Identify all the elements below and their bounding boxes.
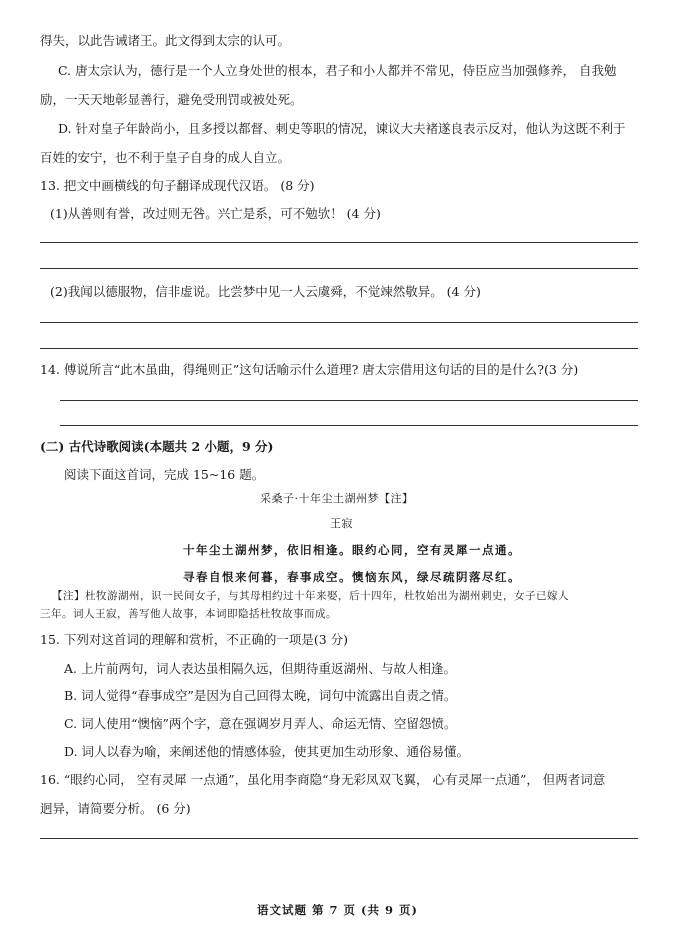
q16-stem-line1: 16. “眼约心同， 空有灵犀 一点通”，虽化用李商隐“身无彩凤双飞翼， 心有灵犀一点通”， 但两者词意 — [40, 772, 606, 787]
answer-line — [40, 242, 638, 243]
answer-line — [60, 400, 638, 401]
q15-stem: 15. 下列对这首词的理解和赏析，不正确的一项是(3 分) — [40, 632, 349, 647]
poem-title: 采桑子·十年尘土湖州梦【注】 — [260, 492, 414, 505]
q12-option-d-line2: 百姓的安宁，也不利于皇子自身的成人自立。 — [40, 150, 291, 165]
q15-option-c: C. 词人使用“懊恼”两个字，意在强调岁月弄人、命运无情、空留怨愤。 — [64, 716, 457, 731]
page-footer: 语文试题 第 7 页 (共 9 页) — [257, 903, 418, 917]
section-intro: 阅读下面这首词，完成 15~16 题。 — [64, 467, 265, 482]
q12-option-c-line2: 励，一天天地彰显善行，避免受刑罚或被处死。 — [40, 92, 303, 107]
q15-option-b: B. 词人觉得“春事成空”是因为自己回得太晚，词句中流露出自责之情。 — [64, 688, 457, 703]
q12-b-continuation: 得失，以此告诫诸王。此文得到太宗的认可。 — [40, 33, 291, 48]
answer-line — [40, 268, 638, 269]
q16-stem-line2: 迥异，请简要分析。 (6 分) — [40, 801, 191, 816]
q13-sentence-1: (1)从善则有誉，改过则无咎。兴亡是系，可不勉欤！ (4 分) — [50, 206, 381, 221]
answer-line — [40, 838, 638, 839]
answer-line — [40, 322, 638, 323]
q15-option-d: D. 词人以春为喻，来阐述他的情感体验，使其更加生动形象、通俗易懂。 — [64, 744, 470, 759]
poem-note-line2: 三年。词人王寂，善写他人故事，本词即隐括杜牧故事而成。 — [40, 608, 337, 620]
q13-stem: 13. 把文中画横线的句子翻译成现代汉语。 (8 分) — [40, 178, 315, 193]
poem-line-2: 寻春自恨来何暮，春事成空。懊恼东风，绿尽疏阴落尽红。 — [183, 570, 521, 584]
poem-author: 王寂 — [330, 517, 353, 530]
answer-line — [60, 425, 638, 426]
q14-stem: 14. 傅说所言“此木虽曲，得绳则正”这句话喻示什么道理? 唐太宗借用这句话的目的是什么?(3 分) — [40, 362, 579, 377]
q13-sentence-2: (2)我闻以德服物，信非虚说。比尝梦中见一人云虞舜，不觉竦然敬异。 (4 分) — [50, 284, 481, 299]
q12-option-c-line1: C. 唐太宗认为，德行是一个人立身处世的根本，君子和小人都并不常见，侍臣应当加强修养， 自我勉 — [58, 63, 617, 78]
section-heading: (二) 古代诗歌阅读(本题共 2 小题，9 分) — [40, 439, 274, 454]
q15-option-a: A. 上片前两句，词人表达虽相隔久远，但期待重返湖州、与故人相逢。 — [64, 661, 456, 676]
q12-option-d-line1: D. 针对皇子年龄尚小，且多授以都督、刺史等职的情况，谏议大夫褚遂良表示反对，他认为这既不利于 — [58, 121, 626, 136]
answer-line — [40, 348, 638, 349]
poem-line-1: 十年尘土湖州梦，依旧相逢。眼约心同，空有灵犀一点通。 — [183, 543, 521, 557]
poem-note-line1: 【注】杜牧游湖州，识一民间女子，与其母相约过十年来娶，后十四年，杜牧始出为湖州刺史，女子已嫁人 — [52, 590, 569, 602]
